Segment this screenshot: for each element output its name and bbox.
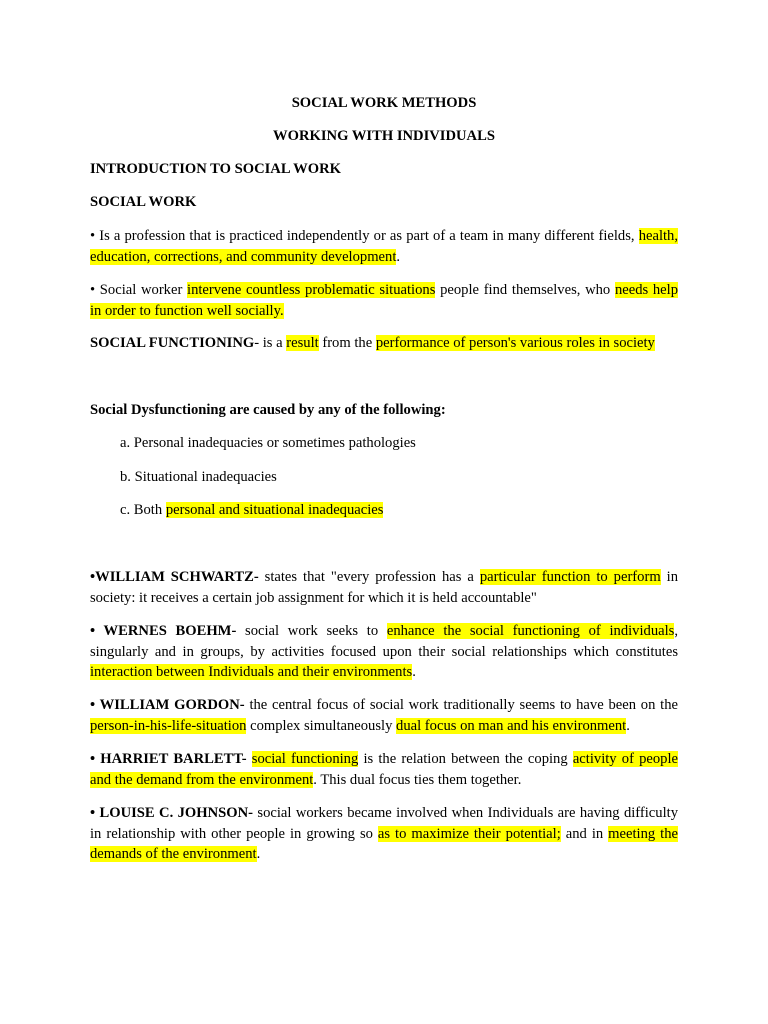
author-name: • HARRIET BARLETT- [90,751,247,767]
paragraph-social-worker [90,280,678,321]
text: is the relation between the coping [358,751,573,767]
paragraph-barlett [90,749,678,790]
text: complex simultaneously [246,717,397,734]
term: SOCIAL FUNCTIONING [90,335,255,351]
author-name: • WILLIAM GORDON- [90,697,245,713]
list-item-a: a. Personal inadequacies or sometimes pathologies [120,435,416,451]
paragraph-gordon [90,695,678,736]
highlight: social functioning [251,751,359,767]
paragraph-schwartz [90,567,678,608]
text: , singularly and in groups, by activities focused upon their social relationships which constitutes [90,623,678,660]
author-name: • WERNES BOEHM- [90,623,237,639]
highlight: activity of people and the demand from the environment [90,751,679,788]
text: . [396,248,401,265]
highlight: person-in-his-life-situation [90,717,247,734]
text: and in [560,825,609,842]
text: the central focus of social work traditionally seems to have been on the [244,697,678,713]
paragraph-boehm [90,621,678,683]
paragraph-social-functioning [90,333,678,354]
highlight: performance of person's various roles in society [375,335,655,351]
highlight: personal and situational inadequacies [165,502,384,518]
highlight: result [286,335,319,351]
highlight: as to maximize their potential; [377,825,561,842]
list-item-c [120,500,678,521]
highlight: health, education, corrections, and community development [90,228,678,265]
heading-introduction: INTRODUCTION TO SOCIAL WORK [90,161,341,177]
paragraph-profession [90,226,678,267]
highlight: intervene countless problematic situations [187,282,436,298]
text: • Social worker [90,282,188,298]
text: from the [318,335,376,351]
highlight: needs help in order to function well socially. [90,282,678,319]
text: • Is a profession that is practiced independently or as part of a team in many different fields, [90,228,639,244]
list-item-b: b. Situational inadequacies [120,469,277,485]
heading-dysfunctioning: Social Dysfunctioning are caused by any of the following: [90,402,446,418]
text [247,751,252,767]
author-name: • LOUISE C. JOHNSON- [90,805,254,821]
text: c. Both [120,502,166,518]
heading-social-work: SOCIAL WORK [90,194,197,210]
highlight: meeting the demands of the environment [90,825,678,862]
paragraph-johnson [90,803,678,865]
text: . This dual focus ties them together. [313,771,522,788]
highlight: particular function to perform [479,569,661,585]
text: . [626,717,630,734]
text: . [256,846,261,862]
author-name: •WILLIAM SCHWARTZ- [90,569,259,585]
document-subtitle: WORKING WITH INDIVIDUALS [273,128,495,144]
document-title: SOCIAL WORK METHODS [291,95,477,111]
text: social workers became involved when Individuals are having difficulty in relationship with other people in growing so [90,805,678,842]
text: - is a [254,335,287,351]
text: people find themselves, who [435,282,615,298]
text: . [412,664,416,680]
highlight: enhance the social functioning of individuals [386,623,675,639]
text: social work seeks to [236,623,387,639]
highlight: dual focus on man and his environment [396,717,627,734]
text: states that "every profession has a [258,569,480,585]
text: in society: it receives a certain job assignment for which it is held accountable" [90,569,679,606]
highlight: interaction between Individuals and their environments [90,664,413,680]
